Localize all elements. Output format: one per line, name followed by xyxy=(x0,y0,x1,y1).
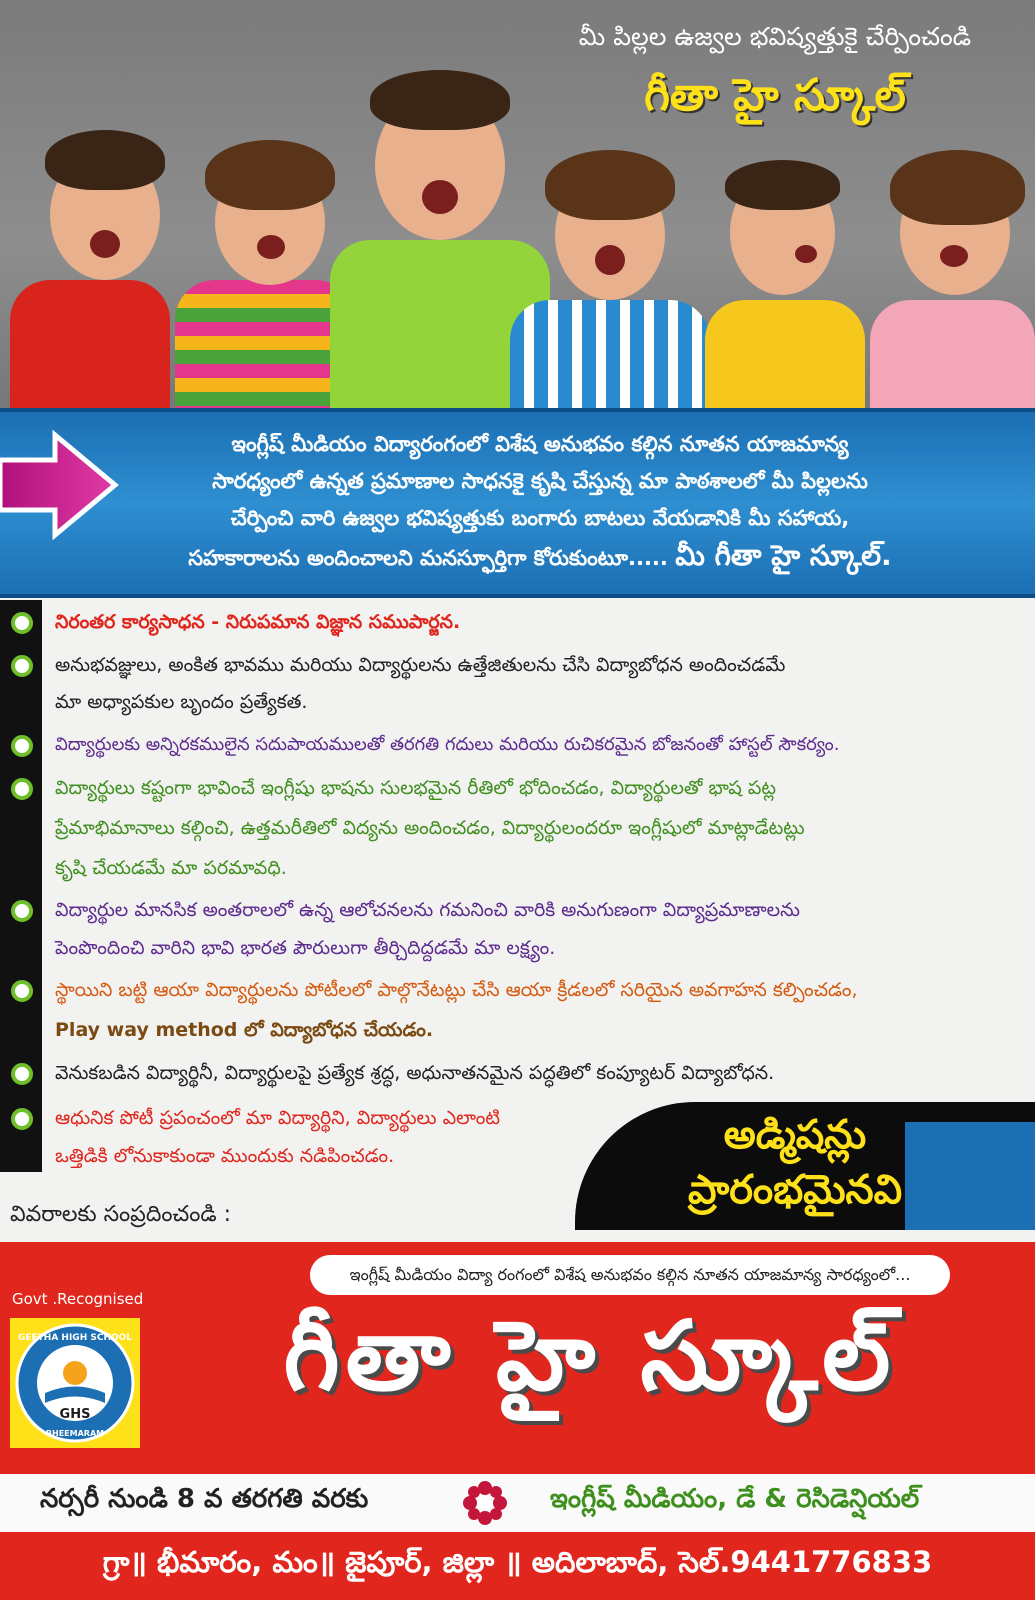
feature-item: స్థాయిని బట్టి ఆయా విద్యార్థులను పోటీలలో పాల్గొనేటట్లు చేసి ఆయా క్రీడలలో సరియైన అవగాహన కల్పించడం, xyxy=(55,979,858,1001)
feature-item: విద్యార్థులు కష్టంగా భావించే ఇంగ్లీషు భాషను సులభమైన రీతిలో భోదించడం, విద్యార్థులతో భాష పట్ల xyxy=(55,777,777,799)
arrow-icon xyxy=(0,430,120,540)
admission-text xyxy=(575,1108,1015,1218)
govt-recognised-label: Govt .Recognised xyxy=(12,1290,144,1308)
bullet-icon xyxy=(11,1063,33,1085)
intro-line: చేర్పించి వారి ఉజ్వల భవిష్యత్తుకు బంగారు బాటలు వేయడానికి మీ సహాయ, xyxy=(230,506,850,530)
feature-item: పెంపొందించి వారిని భావి భారత పౌరులుగా తీర్చిదిద్దడమే మా లక్ష్యం. xyxy=(55,937,556,959)
admission-line: అడ్మిషన్లు xyxy=(723,1112,867,1158)
hero-photo xyxy=(0,0,1035,408)
bullet-icon xyxy=(11,1108,33,1130)
bullet-icon xyxy=(11,735,33,757)
feature-item: అనుభవజ్ఞులు, అంకిత భావము మరియు విద్యార్థులను ఉత్తేజితులను చేసి విద్యాబోధన అందించడమే xyxy=(55,654,786,676)
feature-item: ఒత్తిడికి లోనుకాకుండా ముందుకు నడిపించడం. xyxy=(55,1145,395,1167)
hero-school-name: గీతా హై స్కూల్ xyxy=(644,70,906,121)
logo-text-top: GEETHA HIGH SCHOOL xyxy=(17,1333,133,1343)
feature-item: Play way method లో విద్యాబోధన చేయడం. xyxy=(55,1019,434,1041)
logo-text-bottom: BHEEMARAM xyxy=(45,1429,105,1438)
logo-text-mid: GHS xyxy=(59,1407,91,1422)
feature-item: ప్రేమాభిమానాలు కల్గించి, ఉత్తమరీతిలో విద్యను అందించడం, విద్యార్థులందరూ ఇంగ్లీషులో మాట్లాడేటట్లు xyxy=(55,817,805,839)
contact-label: వివరాలకు సంప్రదించండి : xyxy=(10,1202,232,1227)
intro-line: సహకారాలను అందించాలని మనస్ఫూర్తిగా కోరుకుంటూ..... మీ గీతా హై స్కూల్. xyxy=(188,539,892,572)
feature-item: మా అధ్యాపకుల బృందం ప్రత్యేకత. xyxy=(55,691,308,713)
footer-school-name: గీతా హై స్కూల్ xyxy=(283,1300,897,1412)
intro-line: ఇంగ్లీష్ మీడియం విద్యారంగంలో విశేష అనుభవం కల్గిన నూతన యాజమాన్య xyxy=(231,432,849,456)
intro-signature: మీ గీతా హై స్కూల్. xyxy=(675,539,892,572)
intro-line: సారధ్యంలో ఉన్నత ప్రమాణాల సాధనకై కృషి చేస్తున్న మా పాఠశాలలో మీ పిల్లలను xyxy=(212,469,868,493)
classes-range: నర్సరీ నుండి 8 వ తరగతి వరకు xyxy=(40,1484,369,1514)
school-logo xyxy=(10,1318,140,1448)
feature-item: వెనుకబడిన విద్యార్థినీ, విద్యార్థులపై ప్రత్యేక శ్రద్ధ, అధునాతనమైన పద్ధతిలో కంప్యూటర్ విద్యాబోధన. xyxy=(55,1062,775,1084)
bullet-icon xyxy=(11,778,33,800)
feature-item: విద్యార్థుల మానసిక అంతరాలలో ఉన్న ఆలోచనలను గమనించి వారికి అనుగుణంగా విద్యాప్రమాణాలను xyxy=(55,899,800,921)
intro-text xyxy=(70,426,1010,577)
feature-item: కృషి చేయడమే మా పరమావధి. xyxy=(55,857,287,879)
feature-item: విద్యార్థులకు అన్నిరకములైన సదుపాయములతో తరగతి గదులు మరియు రుచికరమైన బోజనంతో హాస్టల్ సౌకర్యం. xyxy=(55,734,840,755)
flower-icon xyxy=(460,1478,510,1528)
bullet-icon xyxy=(11,980,33,1002)
feature-item: నిరంతర కార్యసాధన - నిరుపమాన విజ్ఞాన సముపార్జన. xyxy=(55,611,461,633)
hero-tagline: మీ పిల్లల ఉజ్వల భవిష్యత్తుకై చేర్పించండి xyxy=(578,22,972,51)
bullet-icon xyxy=(11,655,33,677)
feature-sidebar xyxy=(0,600,42,1172)
admission-line: ప్రారంభమైనవి xyxy=(687,1167,903,1213)
footer-subtitle: ఇంగ్లీష్ మీడియం విద్యా రంగంలో విశేష అనుభవం కల్గిన నూతన యాజమాన్య సారధ్యంలో... xyxy=(310,1255,950,1295)
bullet-icon xyxy=(11,612,33,634)
address-text: గ్రా॥ భీమారం, మం॥ జైపూర్, జిల్లా ॥ అదిలాబాద్, సెల్.9441776833 xyxy=(102,1545,933,1579)
medium-label: ఇంగ్లీష్ మీడియం, డే & రెసిడెన్షియల్ xyxy=(550,1484,920,1514)
intro-banner xyxy=(0,408,1035,598)
bullet-icon xyxy=(11,900,33,922)
feature-item: ఆధునిక పోటీ ప్రపంచంలో మా విద్యార్థిని, విద్యార్థులు ఎలాంటి xyxy=(55,1107,501,1129)
